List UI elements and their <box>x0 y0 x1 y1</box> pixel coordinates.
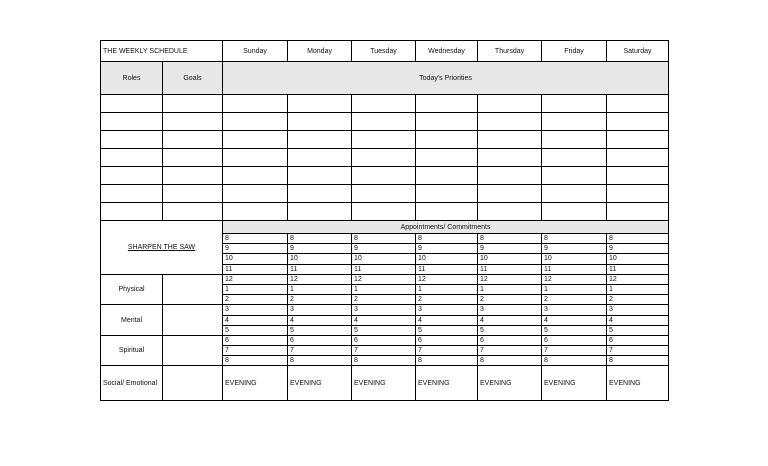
priority-cell[interactable] <box>288 203 352 221</box>
hour-slot[interactable]: 2 <box>478 295 542 305</box>
goal-cell[interactable] <box>163 113 223 131</box>
priority-cell[interactable] <box>223 95 288 113</box>
hour-slot[interactable]: 2 <box>607 295 669 305</box>
evening-slot[interactable]: EVENING <box>288 366 352 401</box>
hour-slot[interactable]: 4 <box>288 315 352 325</box>
category-goal-cell[interactable] <box>163 335 223 366</box>
hour-slot[interactable]: 4 <box>478 315 542 325</box>
hour-slot[interactable]: 9 <box>478 244 542 254</box>
roles-header: Roles <box>101 62 163 95</box>
priority-cell[interactable] <box>542 95 607 113</box>
hour-slot[interactable]: 12 <box>223 274 288 284</box>
hour-slot[interactable]: 6 <box>223 335 288 345</box>
hour-slot[interactable]: 6 <box>416 335 478 345</box>
priority-cell[interactable] <box>352 149 416 167</box>
priority-cell[interactable] <box>478 131 542 149</box>
priority-cell[interactable] <box>478 185 542 203</box>
evening-slot[interactable]: EVENING <box>478 366 542 401</box>
hour-slot[interactable]: 10 <box>542 254 607 264</box>
goal-cell[interactable] <box>163 167 223 185</box>
priority-cell[interactable] <box>478 95 542 113</box>
hour-slot[interactable]: 6 <box>288 335 352 345</box>
priority-cell[interactable] <box>416 113 478 131</box>
hour-slot[interactable]: 7 <box>416 346 478 356</box>
priority-cell[interactable] <box>416 167 478 185</box>
day-header-friday: Friday <box>542 41 607 62</box>
hour-slot[interactable]: 6 <box>607 335 669 345</box>
priority-row <box>101 149 669 167</box>
hour-slot[interactable]: 9 <box>607 244 669 254</box>
hour-slot[interactable]: 4 <box>223 315 288 325</box>
goal-cell[interactable] <box>163 131 223 149</box>
priority-row <box>101 95 669 113</box>
evening-slot[interactable]: EVENING <box>223 366 288 401</box>
hour-slot[interactable]: 7 <box>542 346 607 356</box>
hour-slot[interactable]: 12 <box>416 274 478 284</box>
priority-row <box>101 113 669 131</box>
hour-slot[interactable]: 4 <box>607 315 669 325</box>
hour-slot[interactable]: 5 <box>607 325 669 335</box>
role-cell[interactable] <box>101 113 163 131</box>
priority-cell[interactable] <box>288 95 352 113</box>
hour-slot[interactable]: 1 <box>352 284 416 294</box>
priority-row <box>101 185 669 203</box>
hour-slot[interactable]: 8 <box>607 234 669 244</box>
hour-slot[interactable]: 12 <box>478 274 542 284</box>
hour-slot[interactable]: 3 <box>223 305 288 315</box>
hour-slot[interactable]: 11 <box>223 264 288 274</box>
day-header-thursday: Thursday <box>478 41 542 62</box>
priority-cell[interactable] <box>352 185 416 203</box>
evening-row <box>101 366 669 401</box>
hour-slot[interactable]: 8 <box>478 356 542 366</box>
goal-cell[interactable] <box>163 185 223 203</box>
priority-cell[interactable] <box>542 167 607 185</box>
header-row <box>101 41 669 62</box>
priorities-header-row <box>101 62 669 95</box>
hour-slot[interactable]: 1 <box>416 284 478 294</box>
role-cell[interactable] <box>101 203 163 221</box>
category-mental: Mental <box>101 305 163 336</box>
hour-slot[interactable]: 9 <box>542 244 607 254</box>
category-goal-cell[interactable] <box>163 366 223 401</box>
hour-slot[interactable]: 8 <box>416 356 478 366</box>
priority-cell[interactable] <box>288 149 352 167</box>
priority-cell[interactable] <box>607 131 669 149</box>
hour-slot[interactable]: 5 <box>352 325 416 335</box>
priority-cell[interactable] <box>478 203 542 221</box>
hour-slot[interactable]: 10 <box>288 254 352 264</box>
priority-cell[interactable] <box>416 95 478 113</box>
hour-slot[interactable]: 5 <box>416 325 478 335</box>
hour-slot[interactable]: 10 <box>607 254 669 264</box>
priority-cell[interactable] <box>607 185 669 203</box>
priority-cell[interactable] <box>607 113 669 131</box>
priority-cell[interactable] <box>542 185 607 203</box>
hour-slot[interactable]: 2 <box>542 295 607 305</box>
day-header-monday: Monday <box>288 41 352 62</box>
priority-cell[interactable] <box>416 203 478 221</box>
hour-slot[interactable]: 2 <box>223 295 288 305</box>
hour-slot[interactable]: 10 <box>478 254 542 264</box>
priority-cell[interactable] <box>416 131 478 149</box>
priority-row <box>101 167 669 185</box>
hour-slot[interactable]: 5 <box>478 325 542 335</box>
hour-slot[interactable]: 8 <box>542 234 607 244</box>
hour-slot[interactable]: 3 <box>416 305 478 315</box>
priority-cell[interactable] <box>352 95 416 113</box>
hour-slot[interactable]: 7 <box>288 346 352 356</box>
day-header-wednesday: Wednesday <box>416 41 478 62</box>
hour-slot[interactable]: 9 <box>352 244 416 254</box>
hour-slot[interactable]: 1 <box>607 284 669 294</box>
hour-slot[interactable]: 8 <box>352 356 416 366</box>
role-cell[interactable] <box>101 149 163 167</box>
goals-header: Goals <box>163 62 223 95</box>
priority-cell[interactable] <box>223 167 288 185</box>
hour-slot[interactable]: 1 <box>542 284 607 294</box>
hour-slot[interactable]: 12 <box>607 274 669 284</box>
priority-cell[interactable] <box>607 95 669 113</box>
priority-cell[interactable] <box>352 113 416 131</box>
priority-cell[interactable] <box>416 185 478 203</box>
evening-slot[interactable]: EVENING <box>607 366 669 401</box>
priority-cell[interactable] <box>607 149 669 167</box>
hour-slot[interactable]: 1 <box>478 284 542 294</box>
hour-slot[interactable]: 8 <box>223 234 288 244</box>
hour-slot[interactable]: 3 <box>542 305 607 315</box>
priority-cell[interactable] <box>542 149 607 167</box>
role-cell[interactable] <box>101 185 163 203</box>
hour-slot[interactable]: 2 <box>288 295 352 305</box>
hour-row <box>101 305 669 315</box>
category-physical: Physical <box>101 274 163 305</box>
hour-slot[interactable]: 4 <box>416 315 478 325</box>
hour-slot[interactable]: 3 <box>352 305 416 315</box>
priority-cell[interactable] <box>223 185 288 203</box>
priority-cell[interactable] <box>288 185 352 203</box>
priority-cell[interactable] <box>223 113 288 131</box>
hour-slot[interactable]: 3 <box>288 305 352 315</box>
priorities-header: Today's Priorities <box>223 62 669 95</box>
hour-slot[interactable]: 8 <box>288 234 352 244</box>
hour-slot[interactable]: 8 <box>288 356 352 366</box>
priority-cell[interactable] <box>223 149 288 167</box>
hour-slot[interactable]: 5 <box>542 325 607 335</box>
hour-slot[interactable]: 2 <box>416 295 478 305</box>
priority-cell[interactable] <box>352 167 416 185</box>
evening-slot[interactable]: EVENING <box>416 366 478 401</box>
hour-slot[interactable]: 6 <box>352 335 416 345</box>
hour-slot[interactable]: 6 <box>478 335 542 345</box>
sharpen-the-saw-label: SHARPEN THE SAW <box>101 221 223 275</box>
hour-slot[interactable]: 11 <box>607 264 669 274</box>
hour-slot[interactable]: 8 <box>542 356 607 366</box>
hour-slot[interactable]: 11 <box>542 264 607 274</box>
hour-slot[interactable]: 8 <box>223 356 288 366</box>
hour-row <box>101 335 669 345</box>
priority-cell[interactable] <box>288 113 352 131</box>
hour-slot[interactable]: 6 <box>542 335 607 345</box>
hour-slot[interactable]: 10 <box>352 254 416 264</box>
hour-slot[interactable]: 5 <box>223 325 288 335</box>
priority-cell[interactable] <box>478 149 542 167</box>
priority-cell[interactable] <box>478 167 542 185</box>
priority-cell[interactable] <box>352 131 416 149</box>
hour-slot[interactable]: 5 <box>288 325 352 335</box>
hour-slot[interactable]: 7 <box>478 346 542 356</box>
hour-slot[interactable]: 3 <box>478 305 542 315</box>
hour-slot[interactable]: 9 <box>288 244 352 254</box>
appointments-header-row <box>101 221 669 234</box>
hour-slot[interactable]: 4 <box>352 315 416 325</box>
category-social-emotional: Social/ Emotional <box>101 366 163 401</box>
hour-slot[interactable]: 8 <box>478 234 542 244</box>
hour-slot[interactable]: 7 <box>223 346 288 356</box>
category-goal-cell[interactable] <box>163 305 223 336</box>
day-header-sunday: Sunday <box>223 41 288 62</box>
hour-slot[interactable]: 9 <box>416 244 478 254</box>
priority-row <box>101 131 669 149</box>
hour-slot[interactable]: 9 <box>223 244 288 254</box>
day-header-saturday: Saturday <box>607 41 669 62</box>
hour-slot[interactable]: 7 <box>352 346 416 356</box>
hour-slot[interactable]: 11 <box>288 264 352 274</box>
priority-cell[interactable] <box>416 149 478 167</box>
goal-cell[interactable] <box>163 149 223 167</box>
schedule-table <box>100 40 669 401</box>
hour-slot[interactable]: 8 <box>416 234 478 244</box>
priority-cell[interactable] <box>542 203 607 221</box>
priority-row <box>101 203 669 221</box>
priority-cell[interactable] <box>288 167 352 185</box>
hour-slot[interactable]: 2 <box>352 295 416 305</box>
priority-cell[interactable] <box>478 113 542 131</box>
hour-slot[interactable]: 1 <box>288 284 352 294</box>
priority-cell[interactable] <box>288 131 352 149</box>
evening-slot[interactable]: EVENING <box>352 366 416 401</box>
hour-slot[interactable]: 3 <box>607 305 669 315</box>
category-goal-cell[interactable] <box>163 274 223 305</box>
category-spiritual: Spiritual <box>101 335 163 366</box>
hour-slot[interactable]: 10 <box>416 254 478 264</box>
hour-slot[interactable]: 12 <box>288 274 352 284</box>
hour-slot[interactable]: 12 <box>542 274 607 284</box>
goal-cell[interactable] <box>163 95 223 113</box>
hour-slot[interactable]: 8 <box>607 356 669 366</box>
day-header-tuesday: Tuesday <box>352 41 416 62</box>
hour-slot[interactable]: 7 <box>607 346 669 356</box>
priority-cell[interactable] <box>352 203 416 221</box>
priority-cell[interactable] <box>607 203 669 221</box>
goal-cell[interactable] <box>163 203 223 221</box>
hour-slot[interactable]: 1 <box>223 284 288 294</box>
hour-slot[interactable]: 11 <box>416 264 478 274</box>
hour-row <box>101 274 669 284</box>
hour-slot[interactable]: 10 <box>223 254 288 264</box>
evening-slot[interactable]: EVENING <box>542 366 607 401</box>
hour-slot[interactable]: 4 <box>542 315 607 325</box>
priority-cell[interactable] <box>223 203 288 221</box>
role-cell[interactable] <box>101 167 163 185</box>
priority-cell[interactable] <box>542 113 607 131</box>
hour-slot[interactable]: 12 <box>352 274 416 284</box>
priority-cell[interactable] <box>223 131 288 149</box>
priority-cell[interactable] <box>542 131 607 149</box>
schedule-title: THE WEEKLY SCHEDULE <box>101 41 223 62</box>
role-cell[interactable] <box>101 95 163 113</box>
priority-cell[interactable] <box>607 167 669 185</box>
weekly-schedule-sheet <box>100 40 668 426</box>
hour-slot[interactable]: 11 <box>478 264 542 274</box>
hour-slot[interactable]: 8 <box>352 234 416 244</box>
role-cell[interactable] <box>101 131 163 149</box>
appointments-header: Appointments/ Commitments <box>223 221 669 234</box>
hour-slot[interactable]: 11 <box>352 264 416 274</box>
